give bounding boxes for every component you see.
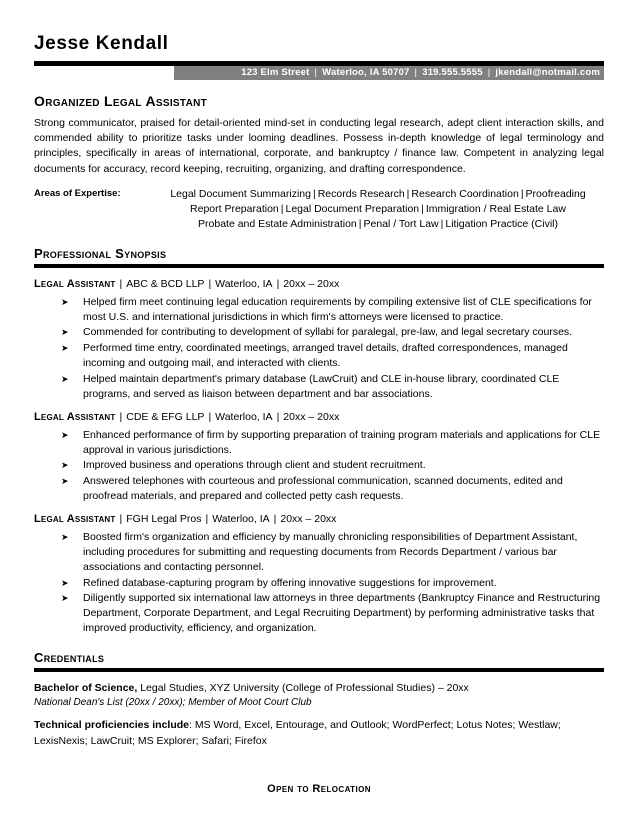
expertise-item: Proofreading	[525, 187, 586, 200]
job-bullet-text: Enhanced performance of firm by supporting preparation of training program materials and applications for CLE approval in various jurisdictions.	[83, 428, 601, 456]
job-heading	[34, 277, 604, 292]
job-bullet-text: Improved business and operations through client and student recruitment.	[83, 459, 426, 472]
job-entry	[34, 512, 604, 636]
job-separator: |	[208, 411, 212, 423]
job-location: Waterloo, IA	[215, 411, 273, 423]
arrow-bullet-icon: ➤	[61, 343, 69, 354]
job-bullet	[61, 458, 604, 473]
job-location: Waterloo, IA	[215, 278, 273, 291]
job-company: FGH Legal Pros	[126, 513, 202, 526]
job-company: ABC & BCD LLP	[126, 278, 205, 291]
education-honors: National Dean's List (20xx / 20xx); Member of Moot Court Club	[34, 696, 312, 708]
contact-separator: |	[414, 67, 418, 79]
contact-email[interactable]: jkendall@notmail.com	[495, 67, 600, 79]
arrow-bullet-icon: ➤	[61, 460, 69, 471]
section-professional-synopsis	[34, 246, 604, 636]
job-separator: |	[119, 513, 123, 526]
job-bullet	[61, 428, 604, 458]
expertise-separator: |	[406, 187, 410, 200]
job-location: Waterloo, IA	[212, 513, 270, 526]
job-bullet-text: Boosted firm's organization and efficiency by manually chronicling responsibilities of Department Assistant, including procedures for submitting and requesting documents from Records Department / various bar associations and contacting personnel.	[83, 530, 578, 573]
job-company: CDE & EFG LLP	[126, 411, 205, 423]
technical-proficiencies	[34, 718, 604, 748]
job-dates: 20xx – 20xx	[283, 411, 340, 423]
job-bullet-list	[34, 295, 604, 402]
contact-city-state-zip: Waterloo, IA 50707	[322, 67, 410, 79]
job-bullet	[61, 530, 604, 575]
degree-name: Bachelor of Science,	[34, 681, 138, 694]
job-separator: |	[276, 278, 280, 291]
expertise-item: Litigation Practice (Civil)	[445, 218, 558, 231]
areas-of-expertise-label: Areas of Expertise:	[34, 187, 121, 199]
arrow-bullet-icon: ➤	[61, 374, 69, 385]
expertise-separator: |	[280, 202, 284, 215]
areas-of-expertise-line	[152, 202, 604, 217]
professional-summary: Strong communicator, praised for detail-oriented mind-set in conducting legal research, adept client interaction skills, and commended ability to prioritize tasks under looming deadlines. Possess in-depth knowledge of legal terminology and principles, specifically in areas of international, corporate, and bankruptcy / finance law. Competent in analyzing legal documents for accuracy, record keeping, recruiting, organizing, and drafting correspondence.	[34, 116, 604, 175]
expertise-item: Records Research	[317, 187, 405, 200]
section-credentials	[34, 650, 604, 749]
expertise-item: Penal / Tort Law	[363, 218, 439, 231]
relocation-note: Open to Relocation	[267, 782, 371, 795]
section-title: Credentials	[34, 650, 105, 666]
candidate-name: Jesse Kendall	[34, 33, 169, 54]
job-entry	[34, 410, 604, 504]
job-list	[34, 277, 604, 636]
expertise-item: Legal Document Summarizing	[170, 187, 311, 200]
education-entry	[34, 681, 604, 696]
job-title: Legal Assistant	[34, 513, 116, 526]
resume-headline: Organized Legal Assistant	[34, 92, 208, 109]
job-bullet-text: Refined database-capturing program by offering innovative suggestions for improvement.	[83, 576, 497, 589]
job-bullet-text: Commended for contributing to development of syllabi for paralegal, pre-law, and legal secretary courses.	[83, 326, 573, 339]
expertise-separator: |	[440, 218, 444, 231]
arrow-bullet-icon: ➤	[61, 593, 69, 604]
contact-separator: |	[487, 67, 491, 79]
contact-bar	[174, 66, 604, 80]
job-separator: |	[119, 278, 123, 291]
job-title: Legal Assistant	[34, 411, 116, 423]
job-bullet	[61, 372, 604, 402]
job-separator: |	[208, 278, 212, 291]
job-bullet-list	[34, 428, 604, 505]
job-heading	[34, 512, 604, 527]
job-bullet-text: Helped firm meet continuing legal education requirements by compiling extensive list of CLE specifications for most U.S. and international jurisdictions in which firm's attorneys were licensed to practice.	[83, 295, 592, 323]
expertise-item: Immigration / Real Estate Law	[425, 202, 566, 215]
job-separator: |	[273, 513, 277, 526]
technical-proficiencies-list: : MS Word, Excel, Entourage, and Outlook; WordPerfect; Lotus Notes; Westlaw; LexisNexis; LawCruit; MS Explorer; Safari; Firefox	[34, 719, 561, 747]
job-bullet-list	[34, 530, 604, 636]
expertise-item: Legal Document Preparation	[285, 202, 420, 215]
arrow-bullet-icon: ➤	[61, 429, 69, 440]
job-bullet-text: Answered telephones with courteous and professional communication, scanned documents, edited and proofread materials, and prepared and collected petty cash requests.	[83, 475, 563, 503]
resume-header	[34, 34, 604, 80]
job-title: Legal Assistant	[34, 278, 116, 291]
areas-of-expertise-list	[152, 187, 604, 233]
job-bullet	[61, 325, 604, 340]
areas-of-expertise-line	[152, 187, 604, 202]
section-divider-rule	[34, 264, 604, 268]
section-title: Professional Synopsis	[34, 246, 167, 262]
expertise-separator: |	[421, 202, 424, 215]
expertise-separator: |	[358, 218, 362, 231]
expertise-item: Research Coordination	[411, 187, 519, 200]
job-bullet	[61, 295, 604, 325]
contact-address: 123 Elm Street	[241, 67, 310, 79]
arrow-bullet-icon: ➤	[61, 577, 69, 588]
arrow-bullet-icon: ➤	[61, 327, 69, 338]
expertise-separator: |	[520, 187, 524, 200]
arrow-bullet-icon: ➤	[61, 296, 69, 307]
job-bullet	[61, 576, 604, 591]
areas-of-expertise	[34, 187, 604, 233]
job-bullet	[61, 591, 604, 636]
contact-separator: |	[314, 67, 318, 79]
job-separator: |	[119, 411, 123, 423]
arrow-bullet-icon: ➤	[61, 476, 69, 487]
job-heading	[34, 410, 604, 425]
degree-details: Legal Studies, XYZ University (College of Professional Studies) – 20xx	[137, 681, 469, 694]
areas-of-expertise-line	[152, 217, 604, 232]
expertise-item: Report Preparation	[190, 202, 279, 215]
arrow-bullet-icon: ➤	[61, 531, 69, 542]
job-entry	[34, 277, 604, 402]
job-bullet-text: Performed time entry, coordinated meetings, arranged travel details, drafted correspondences, managed incoming and outgoing mail, and interacted with clients.	[83, 342, 568, 370]
job-bullet	[61, 341, 604, 371]
job-dates: 20xx – 20xx	[283, 278, 340, 291]
technical-proficiencies-label: Technical proficiencies include	[34, 719, 190, 732]
section-divider-rule	[34, 668, 604, 672]
job-dates: 20xx – 20xx	[280, 513, 337, 526]
expertise-separator: |	[312, 187, 316, 200]
job-bullet	[61, 474, 604, 504]
contact-phone[interactable]: 319.555.5555	[422, 67, 483, 79]
expertise-item: Probate and Estate Administration	[198, 218, 357, 231]
job-bullet-text: Helped maintain department's primary database (LawCruit) and CLE in-house library, coordinated CLE programs, and served as liaison between department and bar associations.	[83, 373, 560, 401]
job-separator: |	[205, 513, 209, 526]
job-bullet-text: Diligently supported six international law attorneys in three departments (Bankruptcy Finance and Restructuring Department, Corporate Department, and Legal Recruiting Department) by performing administrative tasks that improved productivity, efficiency, and organization.	[83, 592, 601, 635]
job-separator: |	[276, 411, 280, 423]
